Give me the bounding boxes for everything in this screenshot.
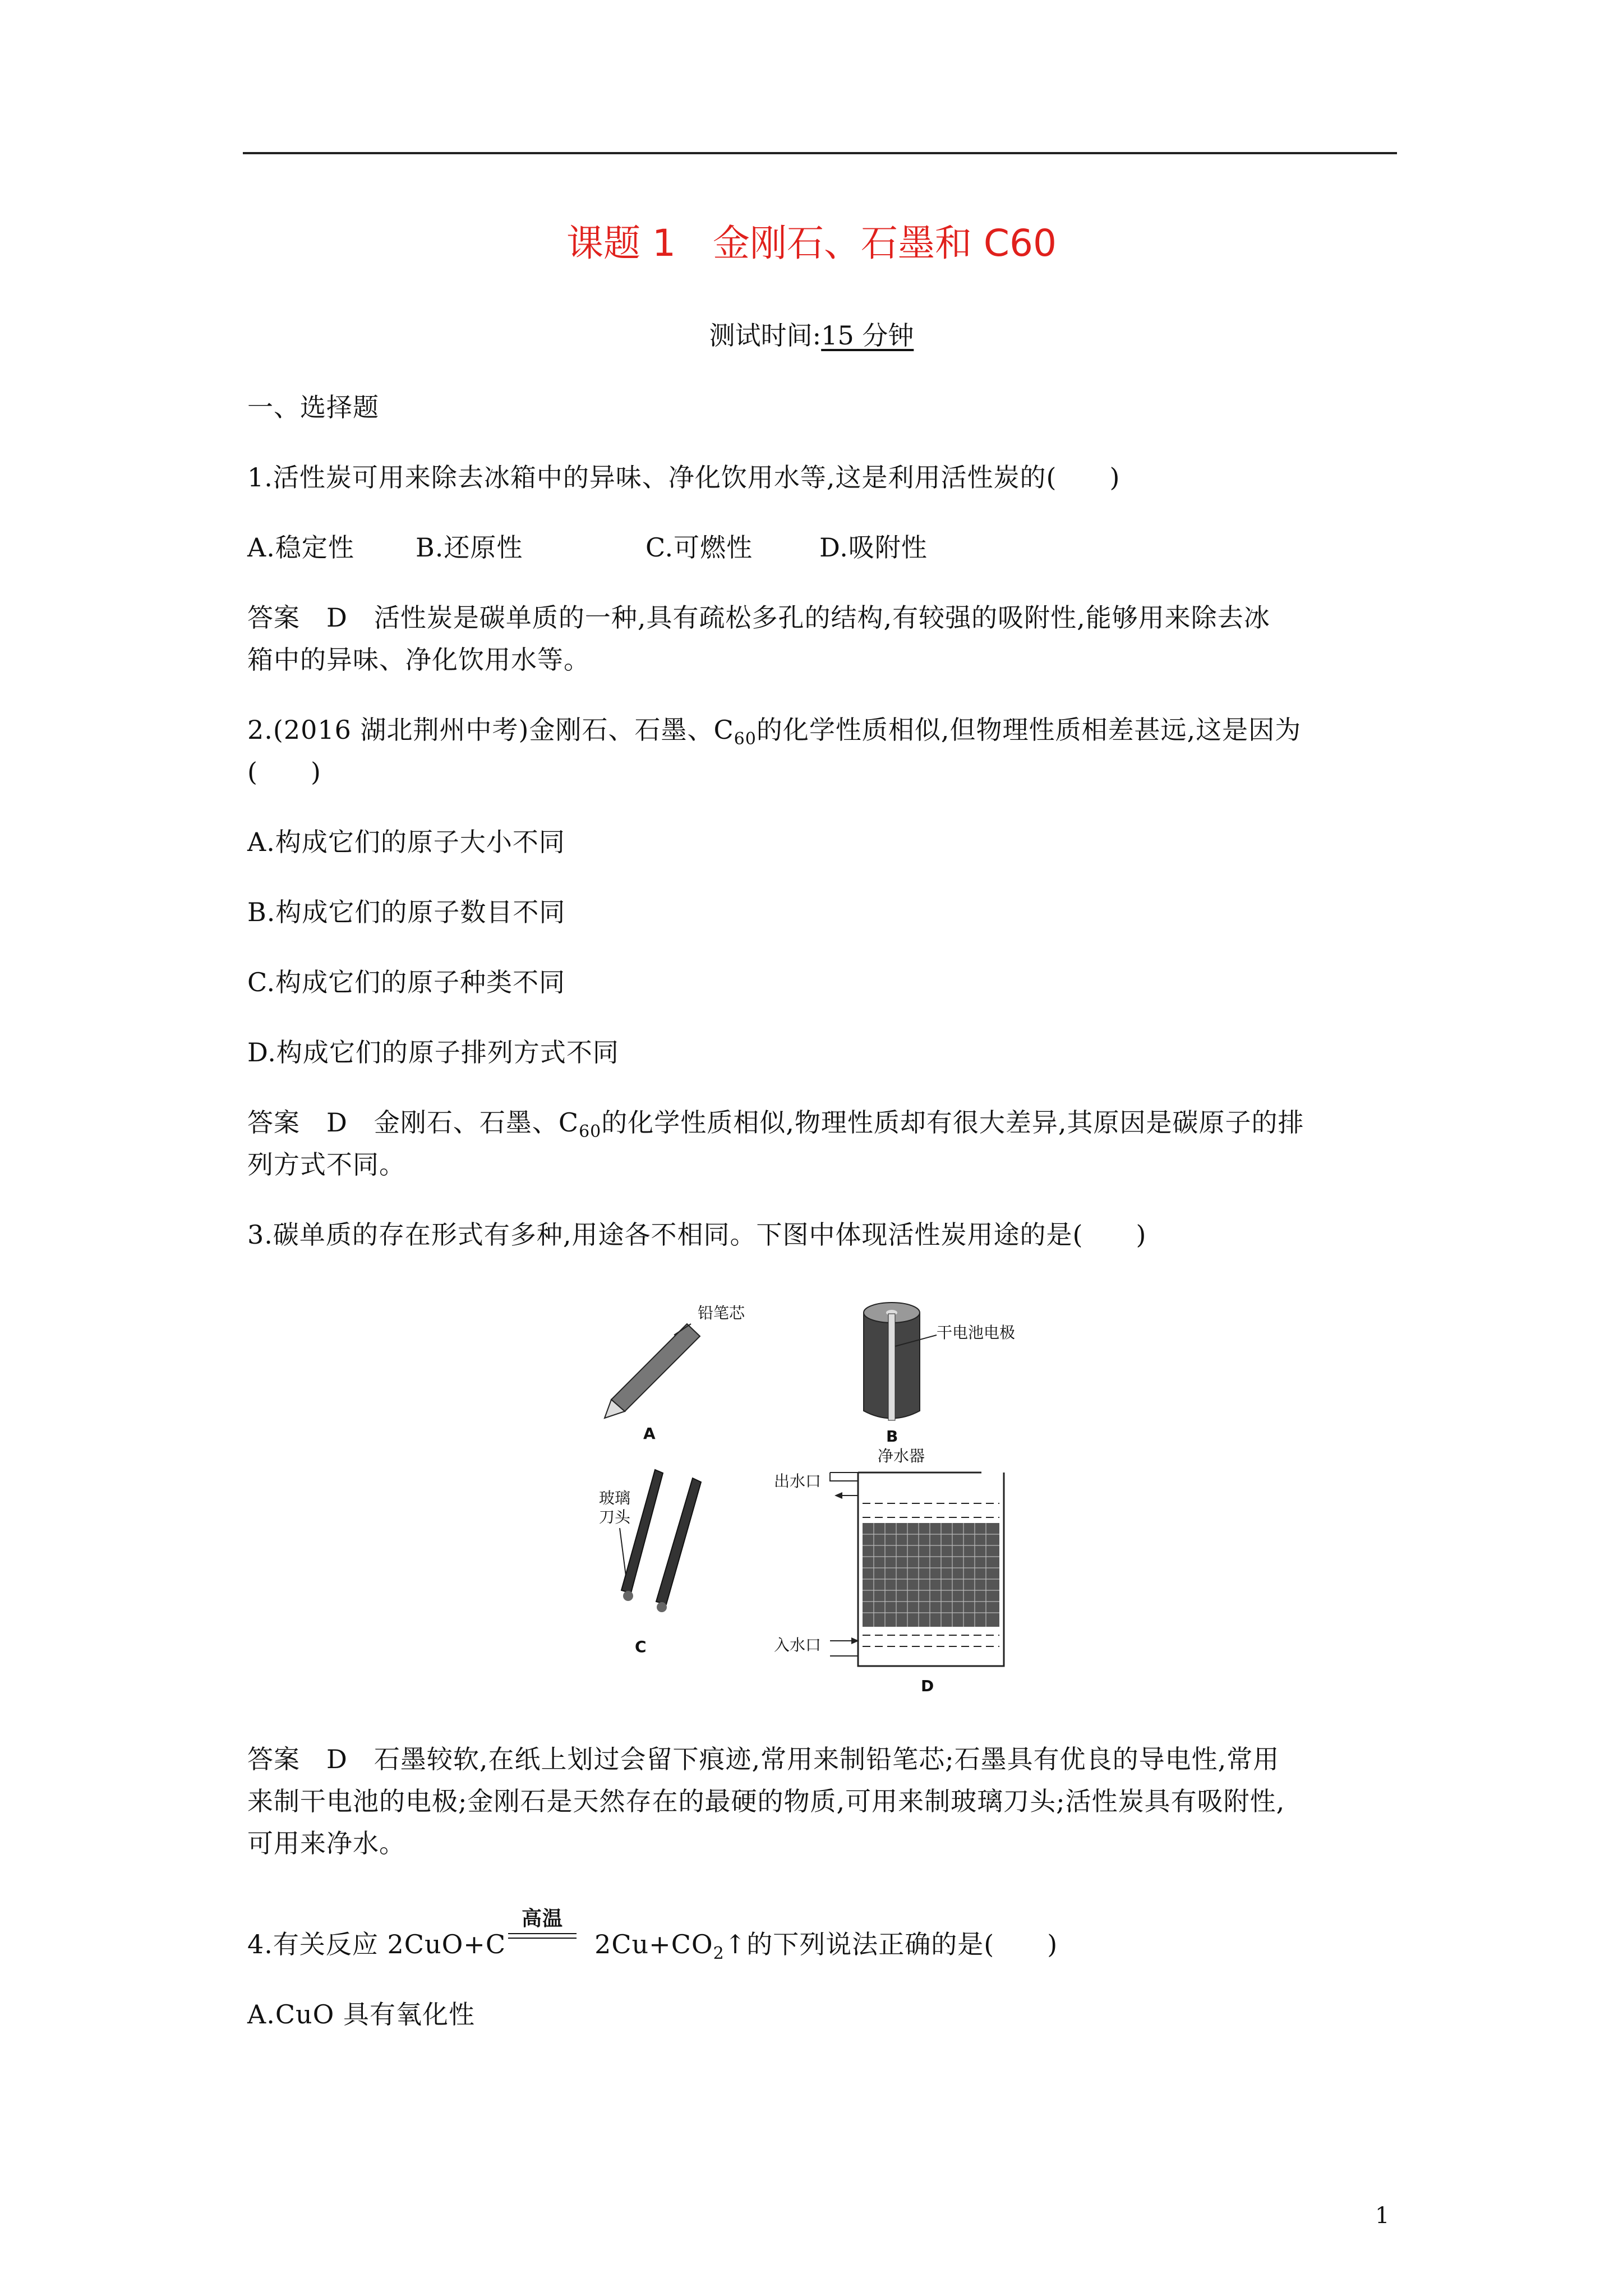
- q1-option-d: D.吸附性: [819, 532, 928, 563]
- q2-option-c: C.构成它们的原子种类不同: [247, 967, 566, 997]
- q2-stem-subscript: 60: [734, 729, 757, 749]
- figure-label-a: A: [643, 1424, 656, 1443]
- q4-stem-text-2: 的下列说法正确的是( ): [746, 1929, 1058, 1959]
- q1-option-c: C.可燃性: [645, 532, 753, 563]
- q1-answer-line-2: 箱中的异味、净化饮用水等。: [247, 645, 590, 675]
- q2-answer-line-2: 列方式不同。: [247, 1149, 405, 1180]
- q3-figure: [589, 1279, 1094, 1711]
- q3-figure-svg: [589, 1279, 1094, 1711]
- pencil-lead-callout: 铅笔芯: [698, 1304, 745, 1322]
- test-time-value: 15 分钟: [821, 320, 914, 351]
- test-time-label: 测试时间:: [709, 320, 822, 351]
- figure-label-c: C: [635, 1637, 647, 1656]
- reaction-condition: [506, 1907, 579, 1954]
- reaction-condition-line-bottom: [508, 1938, 577, 1939]
- q1-stem: 1.活性炭可用来除去冰箱中的异味、净化饮用水等,这是利用活性炭的( ): [247, 462, 1121, 493]
- header-rule: [243, 152, 1397, 154]
- q2-stem-text-2: 的化学性质相似,但物理性质相差甚远,这是因为: [756, 715, 1302, 745]
- q4-stem-subscript: 2: [713, 1944, 725, 1963]
- battery-electrode-callout: 干电池电极: [937, 1323, 1016, 1342]
- water-outlet-label: 出水口: [774, 1472, 822, 1490]
- q3-answer-line-1: 答案 D 石墨较软,在纸上划过会留下痕迹,常用来制铅笔芯;石墨具有优良的导电性,常用: [247, 1744, 1280, 1774]
- water-inlet-label: 入水口: [774, 1636, 822, 1654]
- q3-stem: 3.碳单质的存在形式有多种,用途各不相同。下图中体现活性炭用途的是( ): [247, 1220, 1147, 1250]
- q4-stem-text: 4.有关反应 2CuO+C: [247, 1929, 506, 1959]
- glass-cutter-illustration: [599, 1470, 701, 1656]
- q3-answer-line-3: 可用来净水。: [247, 1828, 405, 1858]
- q2-answer-text: 答案 D 金刚石、石墨、C: [247, 1107, 579, 1138]
- page-number: 1: [1375, 2203, 1390, 2229]
- water-purifier-title: 净水器: [878, 1447, 925, 1465]
- battery-electrode-illustration: [864, 1303, 1015, 1446]
- section-heading: 一、选择题: [247, 392, 379, 422]
- water-purifier-illustration: [774, 1447, 1004, 1695]
- glass-cutter-callout-line-2: 刀头: [599, 1508, 631, 1526]
- test-time: [0, 315, 1623, 352]
- q2-answer-text-2: 的化学性质相似,物理性质却有很大差异,其原因是碳原子的排: [601, 1107, 1304, 1138]
- pencil-lead-illustration: [605, 1304, 745, 1443]
- q2-option-a: A.构成它们的原子大小不同: [247, 827, 565, 857]
- q2-option-b: B.构成它们的原子数目不同: [247, 897, 566, 927]
- gas-arrow-icon: ↑: [724, 1929, 747, 1959]
- q2-answer-line-1: [247, 1102, 1304, 1142]
- q1-options: [247, 527, 928, 564]
- q2-stem: [247, 710, 1301, 749]
- q1-option-b: B.还原性: [416, 532, 523, 563]
- q2-stem-text: 2.(2016 湖北荆州中考)金刚石、石墨、C: [247, 715, 734, 745]
- q1-option-a: A.稳定性: [247, 532, 354, 563]
- q2-option-d: D.构成它们的原子排列方式不同: [247, 1037, 619, 1068]
- q2-stem-line-2: ( ): [247, 757, 321, 787]
- q4-stem-product: 2Cu+CO: [594, 1929, 713, 1959]
- page-title: 课题 1 金刚石、石墨和 C60: [566, 222, 1057, 265]
- figure-label-b: B: [886, 1427, 898, 1446]
- q3-answer-line-2: 来制干电池的电极;金刚石是天然存在的最硬的物质,可用来制玻璃刀头;活性炭具有吸附性,: [247, 1786, 1285, 1816]
- q1-answer-line-1: 答案 D 活性炭是碳单质的一种,具有疏松多孔的结构,有较强的吸附性,能够用来除去冰: [247, 602, 1270, 633]
- figure-label-d: D: [921, 1677, 934, 1695]
- reaction-condition-line-top: [508, 1933, 577, 1934]
- q4-option-a: A.CuO 具有氧化性: [247, 1999, 475, 2030]
- glass-cutter-callout-line-1: 玻璃: [599, 1489, 631, 1507]
- q2-answer-subscript: 60: [579, 1122, 602, 1142]
- q4-stem: [247, 1907, 1058, 1963]
- reaction-condition-text: 高温: [522, 1907, 564, 1930]
